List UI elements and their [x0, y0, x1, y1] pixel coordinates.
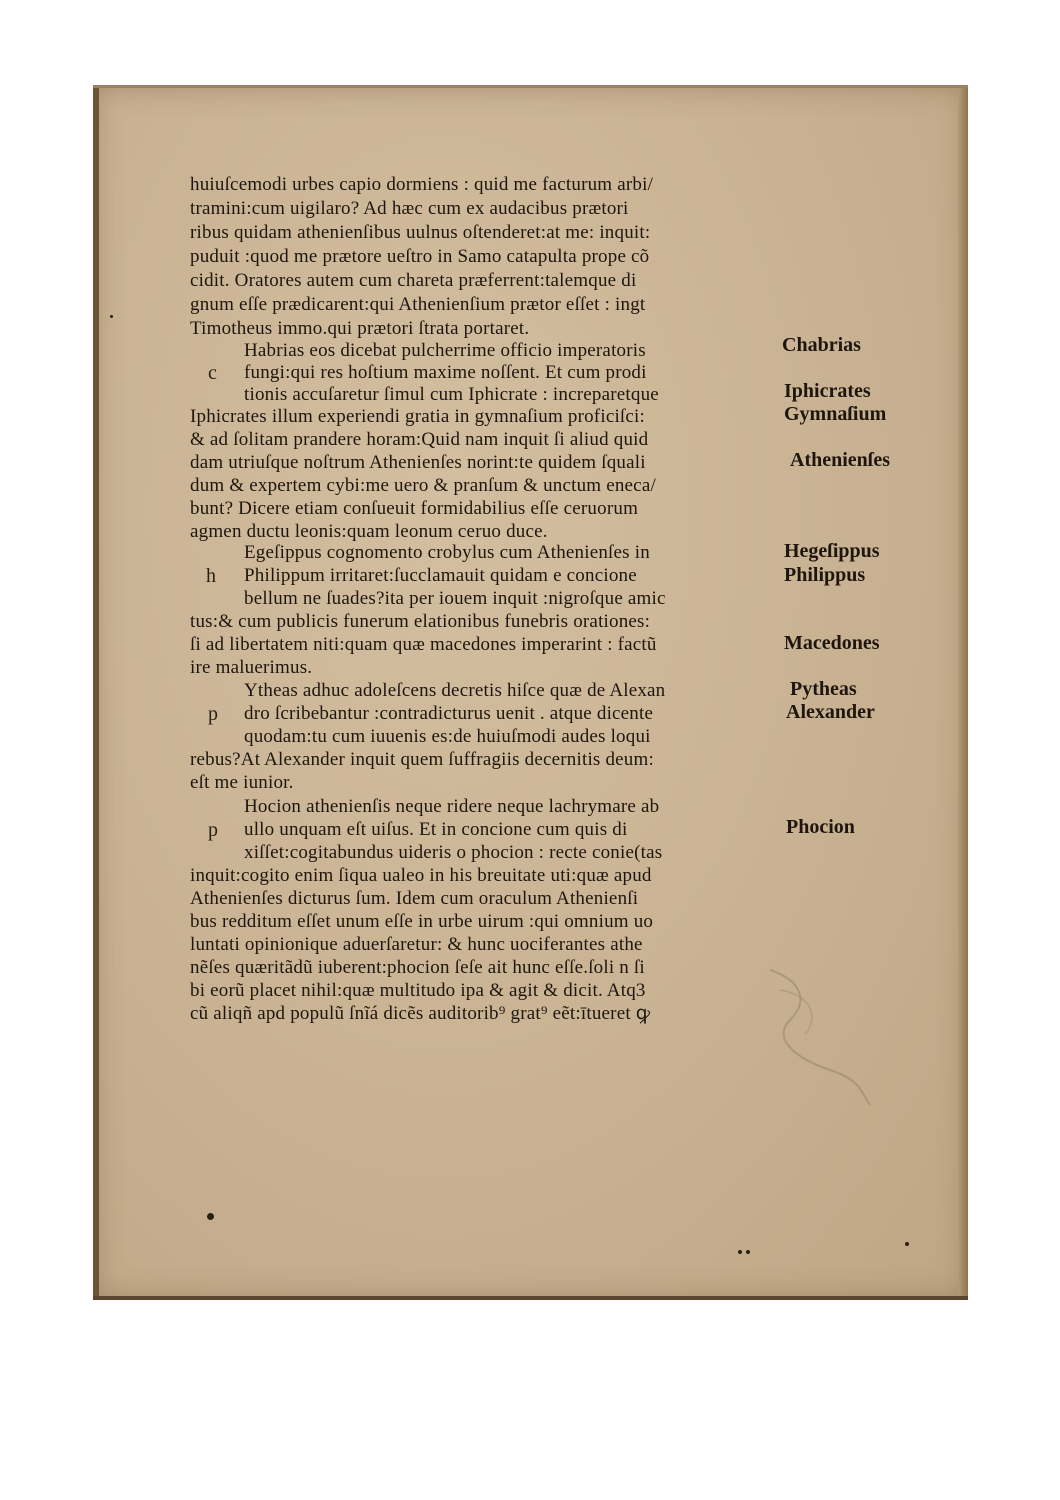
margin-note: Macedones	[784, 632, 880, 654]
ink-spot	[746, 1250, 750, 1254]
text-line: ribus quidam athenienſibus uulnus oſtenderet:at me: inquit:	[190, 222, 651, 243]
text-line: bi eorũ placet nihil:quæ multitudo ipa & agit & dicit. Atq3	[190, 980, 646, 1001]
text-line: Timotheus immo.qui prætori ſtrata portaret.	[190, 318, 530, 339]
text-line: Ytheas adhuc adoleſcens decretis hiſce quæ de Alexan	[244, 680, 666, 701]
guide-letter: c	[208, 362, 217, 384]
text-line: dam utriuſque noſtrum Athenienſes norint:te quidem ſquali	[190, 452, 646, 473]
page-edge-top	[93, 85, 968, 88]
page-edge-bottom	[93, 1296, 968, 1300]
text-line: ullo unquam eſt uiſus. Et in concione cum quis di	[244, 819, 628, 840]
text-line: quodam:tu cum iuuenis es:de huiuſmodi audes loqui	[244, 726, 651, 747]
ink-spot	[110, 315, 113, 318]
text-line: Habrias eos dicebat pulcherrime officio imperatoris	[244, 340, 646, 361]
text-line: eſt me iunior.	[190, 772, 294, 793]
text-line: Athenienſes dicturus ſum. Idem cum oraculum Athenienſi	[190, 888, 639, 909]
text-line: Hocion athenienſis neque ridere neque lachrymare ab	[244, 796, 660, 817]
page-edge-left	[93, 85, 99, 1300]
margin-note: Iphicrates	[784, 380, 871, 402]
ink-spot	[905, 1242, 909, 1246]
margin-note: Philippus	[784, 564, 866, 586]
text-line: xiſſet:cogitabundus uideris o phocion : recte conie(tas	[244, 842, 663, 863]
text-line: gnum eſſe prædicarent:qui Athenienſium prætor eſſet : ingt	[190, 294, 646, 315]
library-watermark	[760, 960, 880, 1110]
text-line: cũ aliqñ apd populũ ſnĩá dicẽs auditorib⁹ grat⁹ eẽt:ītueret ꝙ	[190, 1003, 651, 1024]
margin-note: Chabrias	[782, 334, 861, 356]
text-line: Philippum irritaret:ſucclamauit quidam e concione	[244, 565, 637, 586]
text-line: ſi ad libertatem niti:quam quæ macedones imperarint : factũ	[190, 634, 657, 655]
guide-letter: p	[208, 819, 218, 841]
text-line: agmen ductu leonis:quam leonum ceruo duce.	[190, 521, 548, 542]
ink-spot	[207, 1213, 214, 1220]
text-line: bunt? Dicere etiam conſueuit formidabilius eſſe ceruorum	[190, 498, 639, 519]
text-line: tus:& cum publicis funerum elationibus funebris orationes:	[190, 611, 651, 632]
margin-note: Phocion	[786, 816, 855, 838]
text-line: tionis accuſaretur ſimul cum Iphicrate : increparetque	[244, 384, 659, 405]
text-line: bellum ne ſuades?ita per iouem inquit :nigroſque amic	[244, 588, 666, 609]
text-line: Egeſippus cognomento crobylus cum Athenienſes in	[244, 542, 650, 563]
margin-note: Alexander	[786, 701, 875, 723]
margin-note: Gymnaſium	[784, 403, 887, 425]
guide-letter: p	[208, 703, 218, 725]
text-line: bus redditum eſſet unum eſſe in urbe uirum :qui omnium uo	[190, 911, 654, 932]
text-line: rebus?At Alexander inquit quem ſuffragiis decernitis deum:	[190, 749, 654, 770]
text-line: puduit :quod me prætore ueſtro in Samo catapulta prope cõ	[190, 246, 650, 267]
page-edge-right	[958, 85, 968, 1300]
text-line: cidit. Oratores autem cum chareta præferrent:talemque di	[190, 270, 637, 291]
text-line: nẽſes quæritãdũ iuberent:phocion ſeſe ait hunc eſſe.ſoli n ſi	[190, 957, 645, 978]
text-line: Iphicrates illum experiendi gratia in gymnaſium proficiſci:	[190, 406, 645, 427]
margin-note: Athenienſes	[790, 449, 890, 471]
text-line: tramini:cum uigilaro? Ad hæc cum ex audacibus prætori	[190, 198, 629, 219]
text-line: luntati opinionique aduerſaretur: & hunc uociferantes athe	[190, 934, 643, 955]
text-line: inquit:cogito enim ſiqua ualeo in his breuitate uti:quæ apud	[190, 865, 652, 886]
text-line: fungi:qui res hoſtium maxime noſſent. Et cum prodi	[244, 362, 647, 383]
margin-note: Hegeſippus	[784, 540, 880, 562]
text-line: & ad ſolitam prandere horam:Quid nam inquit ſi aliud quid	[190, 429, 649, 450]
margin-note: Pytheas	[790, 678, 857, 700]
text-line: dro ſcribebantur :contradicturus uenit . atque dicente	[244, 703, 654, 724]
ink-spot	[738, 1250, 742, 1254]
text-line: ire maluerimus.	[190, 657, 313, 678]
text-line: huiuſcemodi urbes capio dormiens : quid me facturum arbi/	[190, 174, 654, 195]
guide-letter: h	[206, 565, 216, 587]
text-line: dum & expertem cybi:me uero & pranſum & unctum eneca/	[190, 475, 656, 496]
